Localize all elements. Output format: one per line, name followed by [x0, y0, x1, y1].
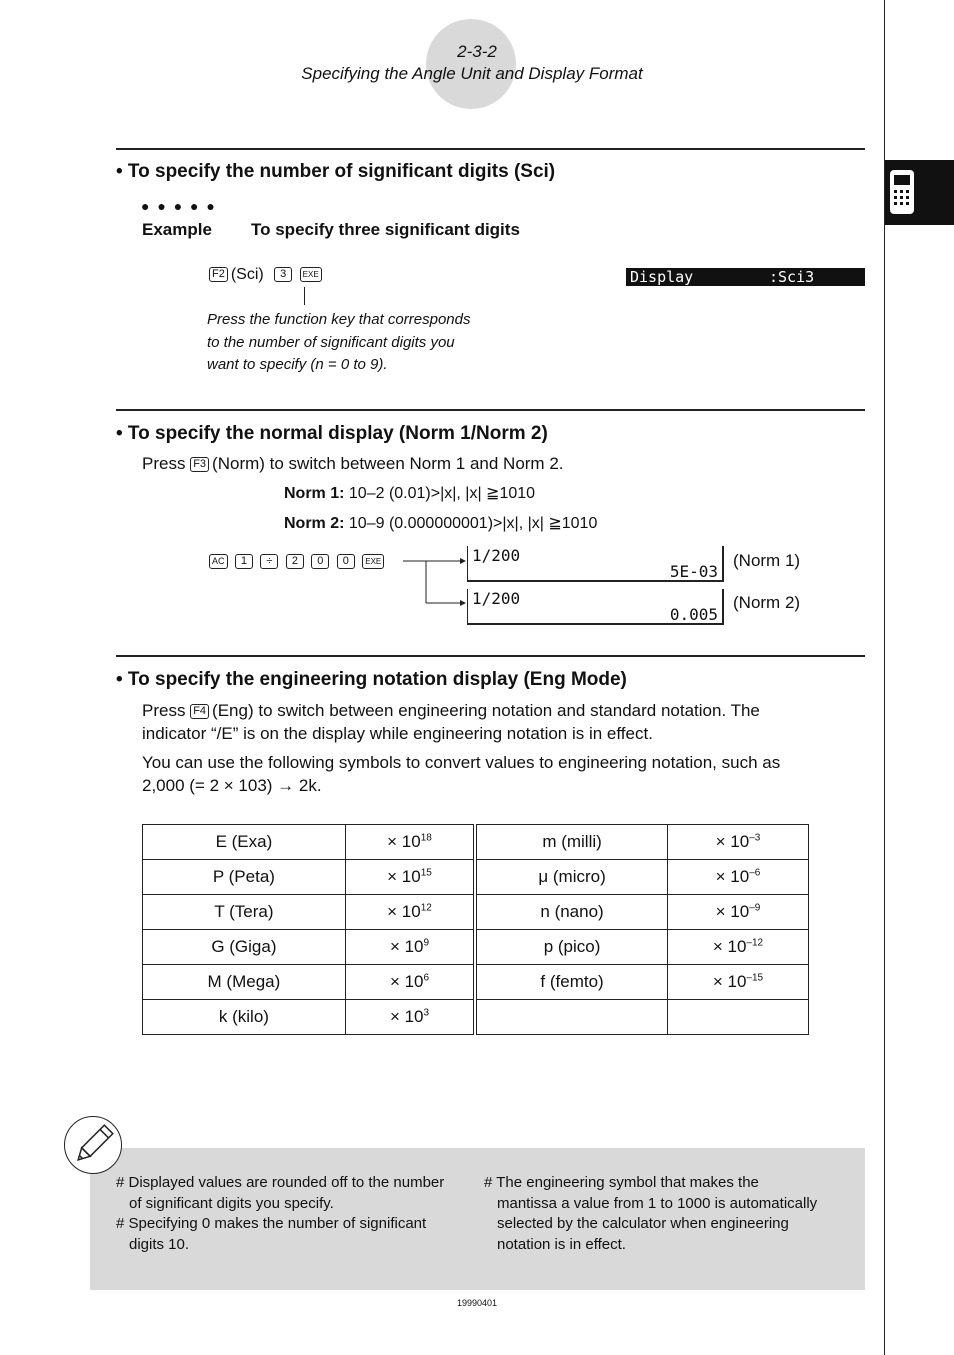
key-exe: EXE	[362, 554, 384, 569]
section-rule	[116, 655, 865, 657]
note-item: digits 10.	[129, 1235, 190, 1253]
eng-paragraph-2	[142, 751, 780, 797]
section-rule	[116, 148, 865, 150]
chapter-tab	[885, 160, 954, 225]
key-0: 0	[337, 554, 355, 569]
table-cell: G (Giga)	[143, 930, 346, 965]
annotation-line: to the number of significant digits you	[207, 333, 455, 351]
example-label: Example	[142, 220, 212, 239]
key-0: 0	[311, 554, 329, 569]
note-item: # Displayed values are rounded off to the number	[116, 1174, 445, 1191]
table-cell: × $10^{-9}$	[667, 895, 808, 930]
calculator-display-sci	[626, 268, 865, 286]
norm1-range	[284, 483, 535, 503]
eng-paragraph-1	[142, 699, 760, 745]
screen-result: 0.005	[669, 605, 718, 624]
page-title: Specifying the Angle Unit and Display Format	[301, 64, 643, 83]
screen-expression: 1/200	[472, 589, 521, 608]
screen-expression: 1/200	[472, 546, 521, 565]
key-f3: F3	[190, 457, 209, 472]
table-cell: × $10^{-6}$	[667, 860, 808, 895]
table-row	[143, 930, 809, 965]
example-dots: ● ● ● ● ●	[141, 198, 217, 214]
eng-text-line: indicator “/E” is on the display while engineering notation is in effect.	[142, 724, 653, 743]
table-cell: T (Tera)	[143, 895, 346, 930]
note-item: # Specifying 0 makes the number of significant	[116, 1215, 427, 1232]
table-cell: × $10^3$	[345, 1000, 475, 1035]
table-cell: × $10^{15}$	[345, 860, 475, 895]
table-cell: × $10^6$	[345, 965, 475, 1000]
norm-instruction-text: (Norm) to switch between Norm 1 and Norm 2.	[212, 454, 564, 473]
table-row	[143, 895, 809, 930]
table-cell: μ (micro)	[475, 860, 667, 895]
key-sequence-sci	[209, 266, 325, 284]
table-row	[143, 860, 809, 895]
display-value: :Sci3	[769, 268, 815, 286]
page-number: 2-3-2	[457, 42, 497, 61]
table-cell: × $10^9$	[345, 930, 475, 965]
pencil-icon	[64, 1116, 122, 1174]
screen-result: 5E-03	[669, 562, 718, 581]
section-heading-sci: • To specify the number of significant digits (Sci)	[116, 161, 556, 182]
press-text: Press	[142, 454, 186, 473]
table-cell: × $10^{-12}$	[667, 930, 808, 965]
table-cell: × $10^{-3}$	[667, 825, 808, 860]
table-cell: × $10^{12}$	[345, 895, 475, 930]
key-f2: F2	[209, 267, 228, 282]
table-row	[143, 825, 809, 860]
annotation-line: Press the function key that corresponds	[207, 311, 471, 328]
norm2-label: Norm 2:	[284, 515, 345, 532]
annotation-line: want to specify (n = 0 to 9).	[207, 356, 388, 373]
table-cell: × $10^{18}$	[345, 825, 475, 860]
norm1-caption: (Norm 1)	[733, 551, 801, 570]
note-item: selected by the calculator when engineering	[497, 1215, 789, 1232]
key-ac: AC	[209, 554, 228, 569]
key-exe: EXE	[300, 267, 322, 282]
footer-code: 19990401	[456, 1298, 498, 1308]
note-item: mantissa a value from 1 to 1000 is automatically	[497, 1194, 818, 1212]
table-cell: k (kilo)	[143, 1000, 346, 1035]
table-cell: f (femto)	[475, 965, 667, 1000]
display-label: Display	[630, 268, 694, 286]
table-cell: × $10^{-15}$	[667, 965, 808, 1000]
section-heading-norm: • To specify the normal display (Norm 1/Norm 2)	[116, 423, 548, 444]
eng-text-line: (Eng) to switch between engineering notation and standard notation. The	[212, 701, 760, 720]
note-item: of significant digits you specify.	[129, 1194, 334, 1212]
example-text: To specify three significant digits	[251, 220, 520, 239]
table-cell: m (milli)	[475, 825, 667, 860]
table-cell: E (Exa)	[143, 825, 346, 860]
engineering-symbol-table	[142, 824, 809, 1035]
table-cell: M (Mega)	[143, 965, 346, 1000]
note-item: notation is in effect.	[497, 1235, 626, 1253]
table-cell: n (nano)	[475, 895, 667, 930]
section-rule	[116, 409, 865, 411]
table-cell: P (Peta)	[143, 860, 346, 895]
notes-right	[484, 1173, 854, 1255]
key-f4: F4	[190, 704, 209, 719]
eng-text-line: You can use the following symbols to convert values to engineering notation, such as	[142, 753, 781, 772]
calculator-icon	[885, 160, 954, 225]
norm2-text: 10–9 (0.000000001)>|x|, |x| ≧1010	[348, 515, 598, 532]
table-cell: p (pico)	[475, 930, 667, 965]
norm-instruction	[142, 454, 564, 474]
notes-left	[116, 1173, 466, 1255]
norm1-label: Norm 1:	[284, 485, 345, 502]
calculator-screen-norm1	[467, 546, 724, 582]
eng-text-line: 2,000 (= 2 × 103) → 2k.	[142, 776, 322, 795]
key-divide: ÷	[260, 554, 278, 569]
table-row	[143, 965, 809, 1000]
press-text: Press	[142, 701, 186, 720]
key-sequence-norm	[209, 553, 387, 571]
table-row	[143, 1000, 809, 1035]
key-3: 3	[274, 267, 292, 282]
key-2: 2	[286, 554, 304, 569]
norm2-range	[284, 513, 597, 533]
norm1-text: 10–2 (0.01)>|x|, |x| ≧1010	[348, 485, 536, 502]
branch-arrows	[400, 555, 470, 610]
note-item: # The engineering symbol that makes the	[484, 1174, 759, 1191]
table-cell	[475, 1000, 667, 1035]
sci-annotation	[207, 309, 470, 377]
key-1: 1	[235, 554, 253, 569]
calculator-screen-norm2	[467, 589, 724, 625]
callout-line	[304, 287, 305, 305]
table-cell	[667, 1000, 808, 1035]
norm2-caption: (Norm 2)	[733, 593, 801, 612]
section-heading-eng: • To specify the engineering notation display (Eng Mode)	[116, 669, 627, 690]
sci-label: (Sci)	[230, 266, 264, 283]
